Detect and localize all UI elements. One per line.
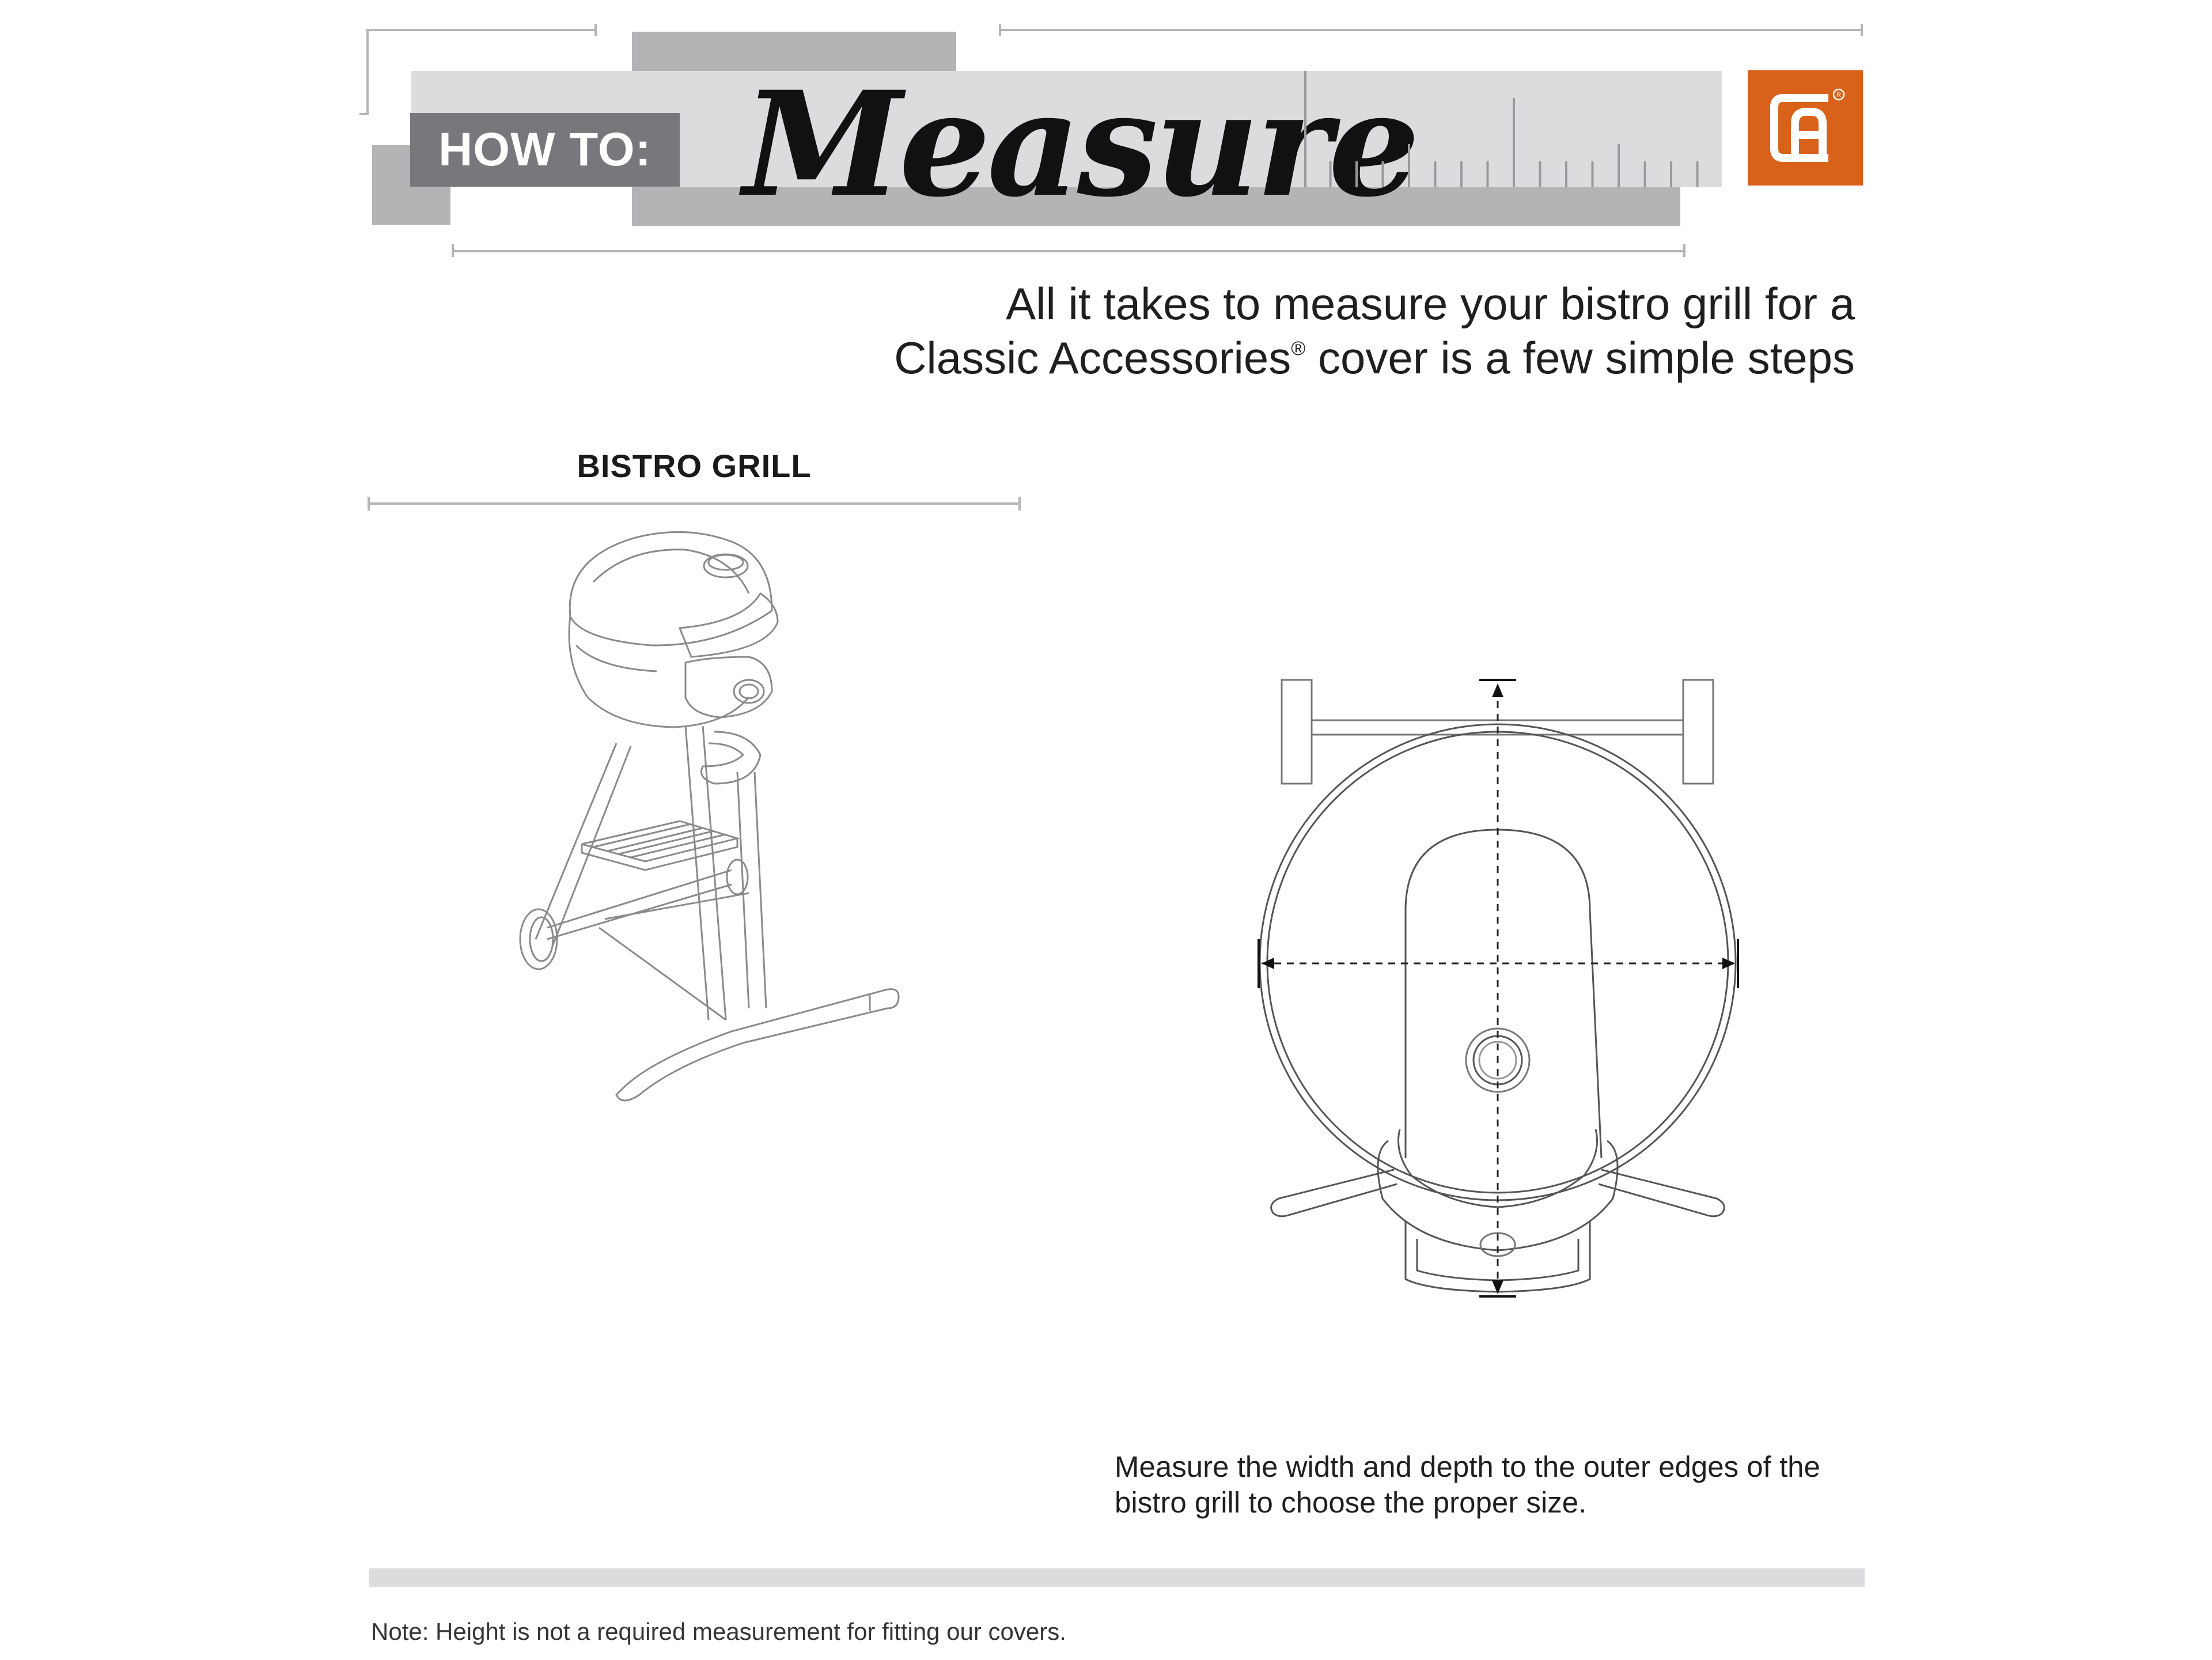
header-guide-line-bottom (453, 250, 1685, 252)
header-guide-line-top-left (366, 29, 597, 31)
intro-line-2 (864, 331, 1855, 385)
header-guide-line-top-right (1000, 29, 1863, 31)
header-guide-tick (1861, 24, 1863, 36)
footer-divider (369, 1568, 1865, 1587)
section-underline-tick (368, 497, 370, 511)
svg-text:R: R (1836, 92, 1841, 99)
header-guide-tick (594, 24, 597, 36)
classic-accessories-logo-icon (1748, 70, 1863, 186)
how-to-label: HOW TO: (410, 113, 680, 187)
intro-line-1: All it takes to measure your bistro grill for a (1006, 278, 1855, 329)
brand-logo (1748, 70, 1863, 186)
page-title: Measure (743, 59, 1417, 229)
section-title: BISTRO GRILL (577, 448, 812, 484)
header-guide-line-left (366, 29, 369, 114)
header-guide-tick (999, 24, 1001, 36)
header-guide-tick (452, 244, 454, 257)
ruler-icon (1304, 71, 1722, 187)
grill-side-view-illustration (501, 524, 916, 1124)
registered-mark: ® (1291, 338, 1306, 360)
brand-name: Classic Accessories (894, 332, 1291, 383)
section-underline-tick (1018, 497, 1021, 511)
intro-text (864, 277, 1855, 385)
footer-note: Note: Height is not a required measurement for fitting our covers. (371, 1618, 1066, 1645)
header-guide-line-left-foot (359, 113, 369, 115)
grill-top-view-illustration (1256, 668, 1745, 1302)
intro-line-2-rest: cover is a few simple steps (1305, 332, 1855, 383)
measurement-instruction: Measure the width and depth to the outer edges of the bistro grill to choose the proper size. (1115, 1450, 1820, 1519)
section-title-underline (369, 502, 1020, 505)
header-guide-tick (1683, 244, 1685, 257)
